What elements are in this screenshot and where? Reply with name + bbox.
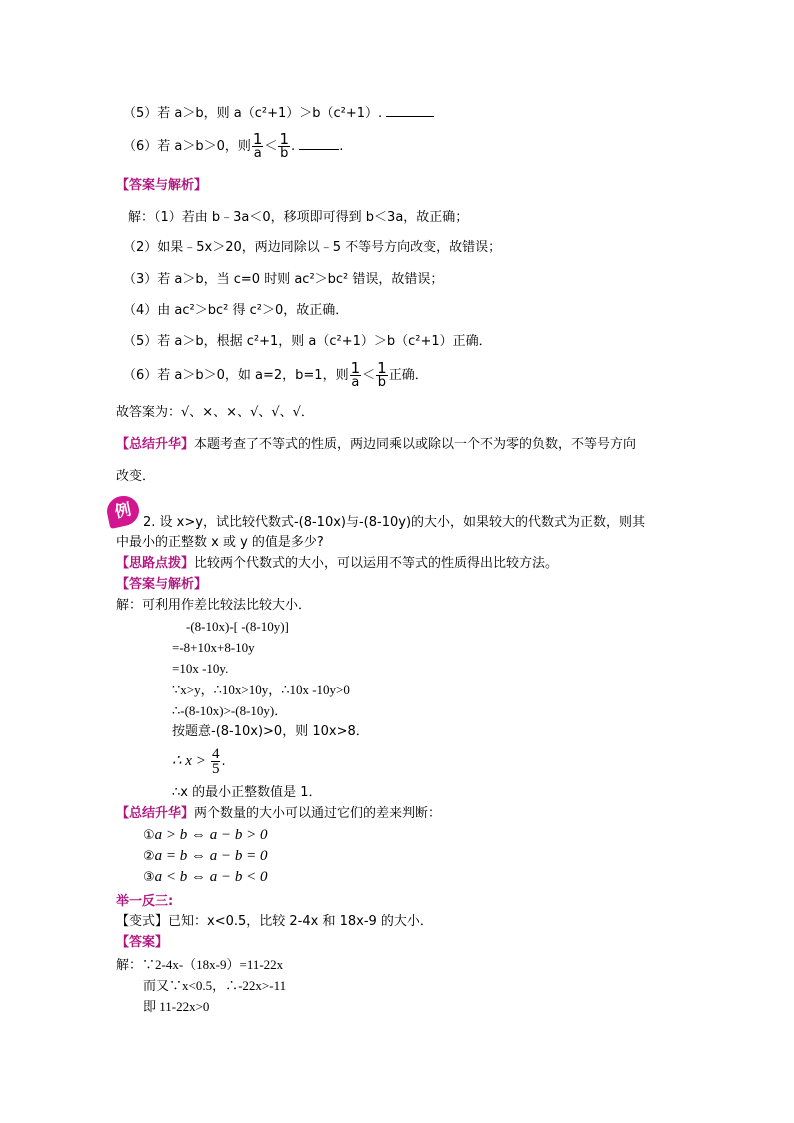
final-answer: 故答案为：√、×、×、√、√、√． — [116, 405, 314, 420]
ex2-step-4: ∵x>y，∴10x>10y，∴10x -10y>0 — [172, 682, 350, 697]
solution-line-4: （4）由 ac²＞bc² 得 c²＞0，故正确． — [123, 303, 349, 318]
variant-header: 举一反三: — [116, 894, 174, 909]
variant-line-1: 解：∵2-4x-（18x-9）=11-22x — [116, 957, 284, 972]
solution-line-2: （2）如果﹣5x＞20，两边同除以﹣5 不等号方向改变，故错误； — [123, 240, 502, 255]
ex2-step-2: =-8+10x+8-10y — [172, 640, 255, 655]
ex2-step-7: ∴ x > $\frac{4}{5}$ . — [172, 746, 226, 777]
fraction-1-over-a: $\frac{1}{a}$ — [252, 130, 263, 161]
answer-analysis-header-2: 【答案与解析】 — [116, 577, 208, 592]
variant-question: 【变式】已知：x<0.5，比较 2-4x 和 18x-9 的大小． — [116, 914, 433, 929]
ex2-step-3: =10x -10y. — [172, 661, 229, 676]
ex2-step-1: -(8-10x)-[ -(8-10y)] — [186, 619, 289, 634]
solution-line-1: 解：（1）若由 b﹣3a＜0，移项即可得到 b＜3a，故正确； — [128, 210, 469, 225]
variant-answer-header: 【答案】 — [116, 935, 169, 950]
example-2-question-2: 中最小的正整数 x 或 y 的值是多少? — [116, 535, 324, 550]
ex2-step-6: 按题意-(8-10x)>0，则 10x>8． — [172, 724, 369, 739]
variant-line-2: 而又∵x<0.5，∴-22x>-11 — [143, 978, 287, 993]
variant-line-3: 即 11-22x>0 — [143, 999, 210, 1014]
rule-2: ②a = b ⇔ a − b = 0 — [143, 848, 268, 864]
item-6: （6）若 a＞b＞0，则 $\frac{1}{a}$ ＜ $\frac{1}{b}$ . . — [123, 130, 344, 161]
ex2-step-8: ∴x 的最小正整数值是 1． — [172, 785, 322, 800]
summary-line-1: 【总结升华】本题考查了不等式的性质，两边同乘以或除以一个不为零的负数，不等号方向 — [116, 437, 637, 452]
solution-line-6: （6）若 a＞b＞0，如 a=2，b=1，则 $\frac{1}{a}$ ＜ $\frac{1}{b}$ 正确． — [123, 359, 428, 390]
item-5: （5）若 a＞b，则 a（c²+1）＞b（c²+1）. — [123, 104, 434, 122]
answer-blank — [386, 104, 434, 117]
fraction-1-over-b: $\frac{1}{b}$ — [279, 130, 290, 161]
hint-line: 【思路点拨】比较两个代数式的大小，可以运用不等式的性质得出比较方法。 — [116, 556, 559, 571]
fraction-1-over-b: $\frac{1}{b}$ — [377, 359, 387, 390]
rule-3: ③a < b ⇔ a − b < 0 — [143, 869, 268, 885]
answer-analysis-header: 【答案与解析】 — [116, 178, 208, 193]
summary-line-2: 改变． — [116, 469, 156, 484]
ex2-solution-intro: 解：可利用作差比较法比较大小． — [116, 598, 312, 613]
ex2-step-5: ∴-(8-10x)>-(8-10y)． — [172, 703, 288, 718]
fraction-4-over-5: $\frac{4}{5}$ — [211, 746, 220, 777]
answer-blank — [299, 137, 339, 150]
fraction-1-over-a: $\frac{1}{a}$ — [350, 359, 361, 390]
example-badge-icon: 例 — [104, 493, 142, 529]
ex2-summary: 【总结升华】两个数量的大小可以通过它们的差来判断： — [116, 806, 442, 821]
solution-line-5: （5）若 a＞b，根据 c²+1，则 a（c²+1）＞b（c²+1）正确． — [123, 334, 492, 349]
rule-1: ①a > b ⇔ a − b > 0 — [143, 827, 268, 843]
solution-line-3: （3）若 a＞b，当 c=0 时则 ac²＞bc² 错误，故错误； — [123, 272, 444, 287]
example-2-question-1: 2. 设 x>y，试比较代数式-(8-10x)与-(8-10y)的大小，如果较大的代数式为正数，则其 — [143, 515, 646, 530]
